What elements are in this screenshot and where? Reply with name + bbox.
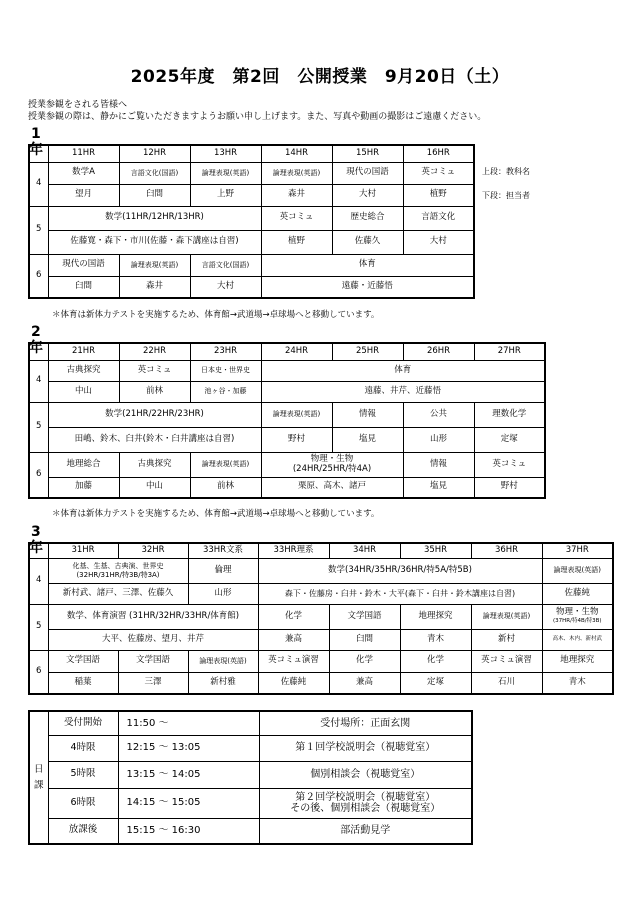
teacher-cell: 佐藤久	[332, 230, 403, 254]
header-26hr: 26HR	[403, 343, 474, 360]
teacher-cell: 臼間	[329, 629, 400, 650]
teacher-cell: 前林	[190, 477, 261, 498]
grade-1-note: ＊体育は新体力テストを実施するため、体育館→武道場→卓球場へと移動しています。	[52, 310, 380, 320]
subject-cell: 論理表現(英語)	[190, 162, 261, 184]
pe-subject-cell: 体育	[261, 254, 474, 276]
subject-cell: 情報	[332, 402, 403, 427]
teacher-cell: 森井	[261, 184, 332, 206]
header-37hr: 37HR	[542, 543, 613, 558]
corner-cell	[29, 340, 48, 360]
subject-cell: 化学	[400, 650, 471, 672]
teacher-cell: 森井	[119, 276, 190, 298]
teacher-cell: 新村	[471, 629, 542, 650]
grade-2-table	[28, 342, 546, 499]
subject-cell-merged	[48, 558, 188, 583]
grade-1-label: 年	[29, 142, 43, 158]
header-11hr: 11HR	[48, 145, 119, 162]
subject-cell: 論理表現(英語)	[261, 162, 332, 184]
period-5: 5	[29, 604, 48, 650]
subject-cell: 論理表現(英語)	[190, 452, 261, 477]
period-6: 6	[29, 254, 48, 298]
header-34hr: 34HR	[329, 543, 400, 558]
corner-cell	[29, 142, 48, 162]
subject-cell: 言語文化(国語)	[190, 254, 261, 276]
subject-cell: 論理表現(英語)	[542, 558, 613, 583]
period-6: 6	[29, 452, 48, 498]
teacher-cell: 中山	[119, 477, 190, 498]
teacher-cell: 大村	[332, 184, 403, 206]
grade-3-number: 3	[31, 524, 41, 540]
teacher-cell: 兼高	[258, 629, 329, 650]
subject-cell-merged: 数学(21HR/22HR/23HR)	[48, 402, 261, 427]
schedule-event: 部活動見学	[259, 818, 472, 844]
period-4: 4	[29, 360, 48, 402]
schedule-time: 12:15 ～ 13:05	[118, 735, 259, 761]
subject-cell-merged: 数学(34HR/35HR/36HR/特5A/特5B)	[258, 558, 542, 583]
subject-cell: 化学	[329, 650, 400, 672]
subject-cell-merged: 数学、体育演習 (31HR/32HR/33HR/体育館)	[48, 604, 258, 629]
science-teacher-cell: 栗原、高木、諸戸	[261, 477, 403, 498]
grade-1-table	[28, 144, 475, 299]
subject-cell: 言語文化(国語)	[119, 162, 190, 184]
header-12hr: 12HR	[119, 145, 190, 162]
teacher-cell: 新村雅	[188, 672, 258, 694]
schedule-time: 11:50 ～	[118, 711, 259, 735]
header-33hr-rikei: 33HR理系	[258, 543, 329, 558]
teacher-cell: 池ヶ谷・加藤	[190, 381, 261, 402]
subject-cell: 公共	[403, 402, 474, 427]
header-33hr-bunkei: 33HR文系	[188, 543, 258, 558]
teacher-cell: 塩見	[332, 427, 403, 452]
subject-cell: 日本史・世界史	[190, 360, 261, 381]
header-31hr: 31HR	[48, 543, 118, 558]
pe-teacher-cell: 遠藤・近藤悟	[261, 276, 474, 298]
teacher-cell: 臼間	[119, 184, 190, 206]
teacher-cell: 上野	[190, 184, 261, 206]
subject-cell: 情報	[403, 452, 474, 477]
header-22hr: 22HR	[119, 343, 190, 360]
subject-cell: 古典探究	[119, 452, 190, 477]
subject-line: 化基、生基、古典演、世界史	[72, 562, 164, 571]
subject-cell: 古典探究	[48, 360, 119, 381]
schedule-side-char-2: 課	[33, 779, 44, 791]
header-24hr: 24HR	[261, 343, 332, 360]
header-36hr: 36HR	[471, 543, 542, 558]
subject-cell: 現代の国語	[332, 162, 403, 184]
subject-cell: 言語文化	[403, 206, 474, 230]
schedule-label: 6時限	[48, 788, 118, 818]
teacher-cell-merged: 大平、佐藤房、望月、井芹	[48, 629, 258, 650]
period-4: 4	[29, 558, 48, 604]
header-14hr: 14HR	[261, 145, 332, 162]
intro-line-1: 授業参観をされる皆様へ	[28, 100, 128, 110]
teacher-cell: 野村	[261, 427, 332, 452]
schedule-event: 個別相談会（視聴覚室）	[259, 761, 472, 788]
schedule-time: 15:15 ～ 16:30	[118, 818, 259, 844]
header-21hr: 21HR	[48, 343, 119, 360]
teacher-cell: 石川	[471, 672, 542, 694]
grade-2-label: 年	[29, 340, 43, 356]
subject-line: 物理・生物	[555, 607, 599, 618]
schedule-event: 第１回学校説明会（視聴覚室）	[259, 735, 472, 761]
subject-cell: 地理探究	[542, 650, 613, 672]
teacher-cell: 大村	[190, 276, 261, 298]
header-27hr: 27HR	[474, 343, 545, 360]
schedule-label: 5時限	[48, 761, 118, 788]
subject-cell: 英コミュ	[474, 452, 545, 477]
teacher-cell: 塩見	[403, 477, 474, 498]
teacher-cell: 野村	[474, 477, 545, 498]
schedule-event-line-2: その後、個別相談会（視聴覚室）	[290, 803, 441, 814]
header-23hr: 23HR	[190, 343, 261, 360]
grade-3-table	[28, 542, 614, 695]
teacher-cell-merged: 森下・佐藤房・臼井・鈴木・大平(森下・臼井・鈴木講座は自習)	[258, 583, 542, 604]
schedule-time: 13:15 ～ 14:05	[118, 761, 259, 788]
subject-classes: (37HR/特4B/特3B)	[553, 618, 602, 625]
subject-cell: 論理表現(英語)	[261, 402, 332, 427]
teacher-cell: 三澤	[118, 672, 188, 694]
pe-teacher-cell: 遠藤、井芹、近藤悟	[261, 381, 545, 402]
teacher-cell: 高木、木内、新村武	[542, 629, 613, 650]
teacher-cell-merged: 佐藤寛・森下・市川(佐藤・森下講座は自習)	[48, 230, 261, 254]
header-32hr: 32HR	[118, 543, 188, 558]
header-35hr: 35HR	[400, 543, 471, 558]
intro-text	[28, 99, 486, 123]
schedule-event-line-1: 第２回学校説明会（視聴覚室）	[295, 791, 436, 803]
legend-upper: 上段：教科名	[482, 167, 530, 176]
subject-cell: 化学	[258, 604, 329, 629]
teacher-cell: 大村	[403, 230, 474, 254]
subject-cell: 英コミュ	[403, 162, 474, 184]
grade-3-label: 年	[29, 540, 43, 556]
pe-subject-cell: 体育	[261, 360, 545, 381]
period-5: 5	[29, 206, 48, 254]
schedule-event	[259, 788, 472, 818]
period-5: 5	[29, 402, 48, 452]
subject-cell	[542, 604, 613, 629]
header-13hr: 13HR	[190, 145, 261, 162]
header-16hr: 16HR	[403, 145, 474, 162]
legend-lower: 下段：担当者	[482, 191, 530, 200]
subject-cell: 論理表現(英語)	[119, 254, 190, 276]
intro-line-2: 授業参観の際は、静かにご覧いただきますようお願い申し上げます。また、写真や動画の撮影はご遠慮ください。	[28, 112, 487, 122]
teacher-cell: 佐藤純	[542, 583, 613, 604]
subject-cell: 英コミュ	[261, 206, 332, 230]
schedule-label: 4時限	[48, 735, 118, 761]
schedule-table	[28, 710, 473, 845]
subject-cell: 数学A	[48, 162, 119, 184]
teacher-cell-merged: 田嶋、鈴木、臼井(鈴木・臼井講座は自習)	[48, 427, 261, 452]
grade-2-note: ＊体育は新体力テストを実施するため、体育館→武道場→卓球場へと移動しています。	[52, 509, 380, 519]
schedule-time: 14:15 ～ 15:05	[118, 788, 259, 818]
subject-cell: 論理表現(英語)	[471, 604, 542, 629]
subject-cell: 英コミュ演習	[471, 650, 542, 672]
schedule-label: 放課後	[48, 818, 118, 844]
schedule-side-label	[29, 711, 48, 844]
teacher-cell: 青木	[542, 672, 613, 694]
subject-cell: 歴史総合	[332, 206, 403, 230]
subject-cell-merged: 数学(11HR/12HR/13HR)	[48, 206, 261, 230]
schedule-side-char-1: 日	[33, 764, 44, 776]
subject-cell: 英コミュ	[119, 360, 190, 381]
teacher-cell: 佐藤純	[258, 672, 329, 694]
corner-cell	[29, 540, 48, 558]
subject-cell: 地理探究	[400, 604, 471, 629]
teacher-cell: 望月	[48, 184, 119, 206]
page-title: 2025年度 第2回 公開授業 9月20日（土）	[130, 67, 510, 87]
teacher-cell: 定塚	[400, 672, 471, 694]
teacher-cell: 植野	[403, 184, 474, 206]
teacher-cell: 臼間	[48, 276, 119, 298]
teacher-cell: 兼高	[329, 672, 400, 694]
science-subject: 物理・生物	[310, 453, 354, 464]
subject-cell: 文学国語	[118, 650, 188, 672]
teacher-cell: 青木	[400, 629, 471, 650]
teacher-cell: 定塚	[474, 427, 545, 452]
teacher-cell: 植野	[261, 230, 332, 254]
teacher-cell: 稲葉	[48, 672, 118, 694]
subject-cell: 理数化学	[474, 402, 545, 427]
teacher-cell: 山形	[188, 583, 258, 604]
teacher-cell: 中山	[48, 381, 119, 402]
grade-2-number: 2	[31, 324, 41, 340]
teacher-cell: 山形	[403, 427, 474, 452]
subject-classes: (32HR/31HR/特3B/特3A)	[76, 570, 160, 579]
subject-cell: 文学国語	[329, 604, 400, 629]
subject-cell: 地理総合	[48, 452, 119, 477]
schedule-event: 受付場所：正面玄関	[259, 711, 472, 735]
header-15hr: 15HR	[332, 145, 403, 162]
header-25hr: 25HR	[332, 343, 403, 360]
subject-cell: 英コミュ演習	[258, 650, 329, 672]
period-6: 6	[29, 650, 48, 694]
science-subject-cell	[261, 452, 403, 477]
grade-1-number: 1	[31, 126, 41, 142]
period-4: 4	[29, 162, 48, 206]
teacher-cell: 前林	[119, 381, 190, 402]
subject-cell: 倫理	[188, 558, 258, 583]
teacher-cell: 加藤	[48, 477, 119, 498]
subject-cell: 文学国語	[48, 650, 118, 672]
science-classes: (24HR/25HR/特4A)	[292, 463, 372, 474]
subject-cell: 論理表現(英語)	[188, 650, 258, 672]
schedule-label: 受付開始	[48, 711, 118, 735]
subject-cell: 現代の国語	[48, 254, 119, 276]
teacher-cell-merged: 新村武、諸戸、三澤、佐藤久	[48, 583, 188, 604]
